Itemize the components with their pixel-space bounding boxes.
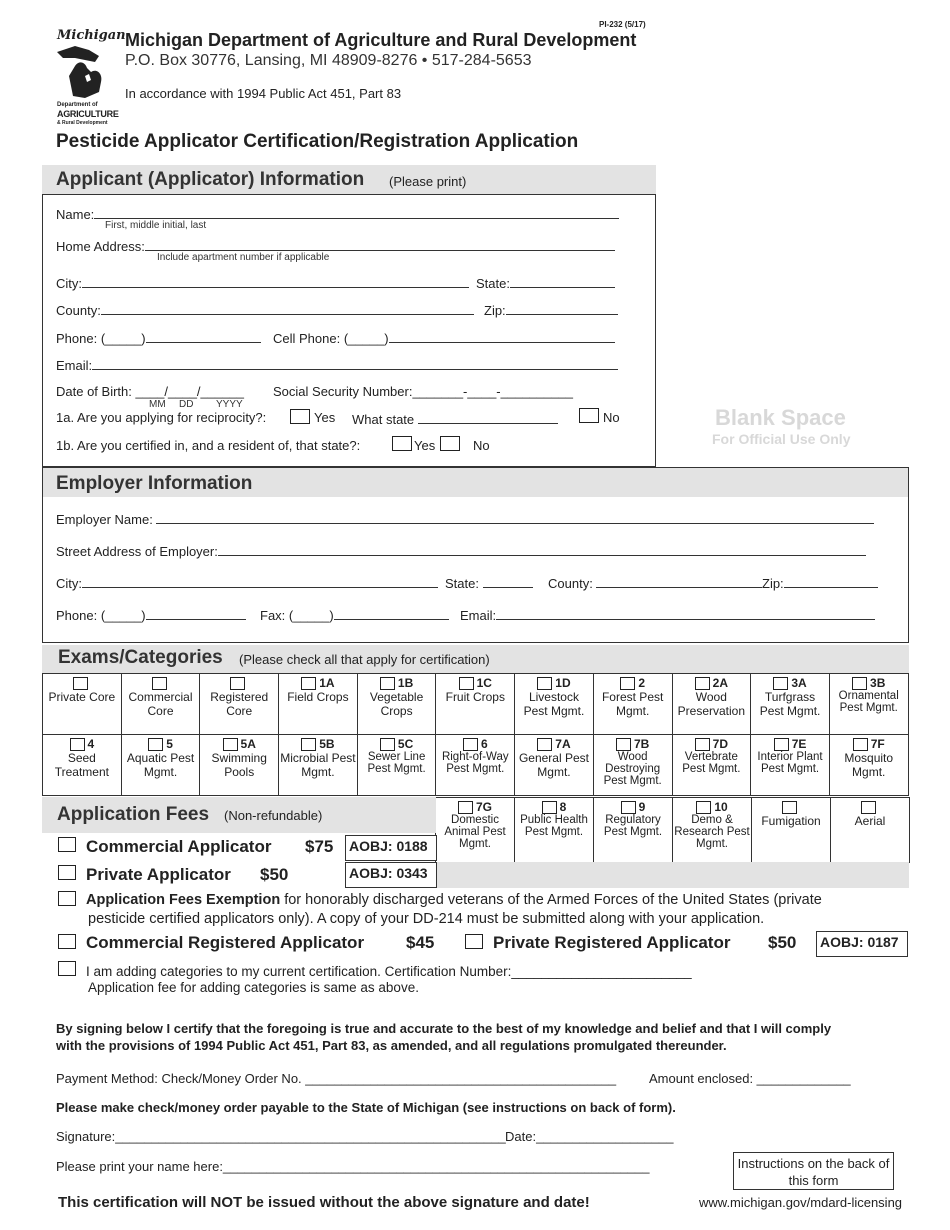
category-cell[interactable] bbox=[357, 735, 436, 796]
category-code: 3A bbox=[791, 676, 807, 690]
employer-state-field[interactable] bbox=[445, 574, 533, 591]
category-checkbox[interactable] bbox=[620, 677, 635, 690]
category-cell[interactable] bbox=[672, 674, 751, 735]
home-address-label: Home Address: bbox=[56, 239, 145, 254]
category-label: Mosquito Mgmt. bbox=[844, 751, 894, 780]
commercial-applicator-price: $75 bbox=[305, 837, 334, 856]
category-code: 1C bbox=[476, 676, 492, 690]
website-link[interactable]: www.michigan.gov/mdard-licensing bbox=[699, 1195, 903, 1210]
employer-fax-label: Fax: (_____) bbox=[260, 608, 334, 623]
fee-exemption-desc: for honorably discharged veterans of the Armed Forces of the United States (private bbox=[284, 892, 822, 908]
exams-header bbox=[42, 645, 909, 673]
cell-phone-label: Cell Phone: (_____) bbox=[273, 331, 389, 346]
name-hint: First, middle initial, last bbox=[105, 220, 207, 231]
employer-header bbox=[43, 468, 908, 497]
print-name-field[interactable]: Please print your name here:___________________________________________________________ bbox=[56, 1159, 650, 1174]
logo-state-text: Michigan bbox=[57, 28, 126, 43]
address-hint: Include apartment number if applicable bbox=[157, 252, 330, 263]
category-checkbox[interactable] bbox=[695, 677, 710, 690]
fees-band-right bbox=[436, 862, 909, 888]
category-checkbox[interactable] bbox=[861, 801, 876, 814]
category-code: 5C bbox=[397, 737, 414, 751]
adding-categories-checkbox[interactable] bbox=[58, 961, 76, 976]
category-code: 7A bbox=[555, 737, 571, 751]
employer-state-label: State: bbox=[445, 576, 479, 591]
category-label: General Pest Mgmt. bbox=[518, 751, 589, 780]
q1a-no-checkbox[interactable] bbox=[579, 408, 599, 423]
applicant-heading: Applicant (Applicator) Information bbox=[56, 169, 365, 190]
fee-exemption-text bbox=[86, 892, 822, 908]
amount-enclosed-field[interactable]: Amount enclosed: _____________ bbox=[649, 1071, 851, 1086]
signature-field[interactable]: Signature:______________________________________________________ bbox=[56, 1129, 506, 1144]
category-checkbox[interactable] bbox=[537, 677, 552, 690]
employer-zip-label: Zip: bbox=[762, 576, 784, 591]
category-label: Regulatory Pest Mgmt. bbox=[603, 814, 663, 839]
category-cell[interactable] bbox=[357, 674, 436, 735]
dob-yyyy: YYYY bbox=[216, 399, 243, 410]
category-cell[interactable] bbox=[43, 674, 122, 735]
category-label: Public Health Pest Mgmt. bbox=[520, 814, 588, 839]
employer-city-label: City: bbox=[56, 576, 82, 591]
category-cell[interactable] bbox=[752, 798, 831, 863]
category-label: Microbial Pest Mgmt. bbox=[280, 751, 356, 780]
category-code: 5B bbox=[319, 737, 335, 751]
category-code: 9 bbox=[638, 800, 646, 814]
category-code: 5 bbox=[166, 737, 173, 751]
category-checkbox[interactable] bbox=[458, 801, 473, 814]
category-cell[interactable] bbox=[200, 674, 279, 735]
category-cell[interactable] bbox=[751, 674, 830, 735]
category-checkbox[interactable] bbox=[774, 738, 789, 751]
signature-warning: This certification will NOT be issued without the above signature and date! bbox=[58, 1194, 590, 1211]
category-label: Demo & Research Pest Mgmt. bbox=[674, 814, 750, 851]
exam-categories-table bbox=[42, 673, 909, 796]
category-code: 7B bbox=[633, 737, 650, 751]
what-state-field[interactable] bbox=[352, 410, 558, 427]
logo-agri-text: AGRICULTURE bbox=[57, 109, 119, 119]
exam-categories-table-row3 bbox=[435, 797, 910, 863]
fee-exemption-bold: Application Fees Exemption bbox=[86, 892, 281, 908]
employer-fax-field[interactable] bbox=[260, 606, 449, 623]
category-cell[interactable] bbox=[436, 735, 515, 796]
category-code: 10 bbox=[714, 800, 728, 814]
category-label: Ornamental Pest Mgmt. bbox=[838, 690, 899, 715]
home-address-field[interactable] bbox=[56, 237, 615, 254]
category-label: Field Crops bbox=[287, 690, 349, 705]
category-cell[interactable] bbox=[436, 674, 515, 735]
category-cell[interactable] bbox=[593, 674, 672, 735]
category-checkbox[interactable] bbox=[230, 677, 245, 690]
category-label: Private Core bbox=[48, 690, 116, 705]
state-label: State: bbox=[476, 276, 510, 291]
category-checkbox[interactable] bbox=[380, 677, 395, 690]
category-cell[interactable] bbox=[200, 735, 279, 796]
adding-categories-note: Application fee for adding categories is same as above. bbox=[88, 980, 419, 995]
fee-exemption-desc2: pesticide certified applicators only). A copy of your DD-214 must be submitted along with your application. bbox=[88, 911, 765, 927]
employer-name-field[interactable] bbox=[56, 510, 874, 527]
name-label: Name: bbox=[56, 207, 95, 222]
category-label: Fruit Crops bbox=[445, 690, 505, 705]
category-checkbox[interactable] bbox=[852, 677, 867, 690]
category-checkbox[interactable] bbox=[73, 677, 88, 690]
payable-note: Please make check/money order payable to the State of Michigan (see instructions on back of form). bbox=[56, 1100, 676, 1115]
category-code: 5A bbox=[240, 737, 256, 751]
q1a-yes-checkbox[interactable] bbox=[290, 409, 310, 424]
category-label: Swimming Pools bbox=[211, 751, 267, 780]
category-cell[interactable] bbox=[43, 735, 122, 796]
city-label: City: bbox=[56, 276, 82, 291]
employer-zip-field[interactable] bbox=[762, 574, 878, 591]
fees-header bbox=[42, 797, 436, 833]
exams-heading: Exams/Categories bbox=[58, 647, 223, 668]
category-label: Right-of-Way Pest Mgmt. bbox=[441, 751, 509, 776]
employer-city-field[interactable] bbox=[56, 574, 438, 591]
private-registered-price: $50 bbox=[768, 933, 797, 952]
category-code: 1B bbox=[397, 676, 414, 690]
certify-statement-2: with the provisions of 1994 Public Act 451, Part 83, as amended, and all regulations promulgated thereunder. bbox=[56, 1038, 727, 1053]
category-cell[interactable] bbox=[121, 735, 200, 796]
category-checkbox[interactable] bbox=[380, 738, 395, 751]
applicant-header bbox=[42, 165, 656, 194]
category-cell[interactable] bbox=[121, 674, 200, 735]
logo-dept-text: Department of bbox=[57, 102, 98, 108]
category-cell[interactable] bbox=[515, 798, 594, 863]
dob-field[interactable]: Date of Birth: ____/____/______ bbox=[56, 384, 244, 399]
category-code: 7E bbox=[791, 737, 807, 751]
category-label: Wood Destroying Pest Mgmt. bbox=[603, 751, 662, 788]
dob-dd: DD bbox=[179, 399, 194, 410]
category-code: 7F bbox=[870, 737, 885, 751]
q1a-no-label: No bbox=[603, 410, 620, 425]
category-label: Sewer Line Pest Mgmt. bbox=[367, 751, 426, 776]
phone-label: Phone: (_____) bbox=[56, 331, 146, 346]
instructions-text: Instructions on the back of this form bbox=[737, 1156, 890, 1188]
category-code: 7G bbox=[475, 800, 492, 814]
employer-email-field[interactable] bbox=[460, 606, 875, 623]
category-checkbox[interactable] bbox=[853, 738, 868, 751]
employer-heading: Employer Information bbox=[56, 473, 253, 494]
logo bbox=[55, 28, 126, 126]
category-label: Forest Pest Mgmt. bbox=[601, 690, 664, 719]
category-checkbox[interactable] bbox=[223, 738, 238, 751]
ssn-field[interactable]: Social Security Number:_______-____-__________ bbox=[273, 384, 573, 399]
cell-phone-field[interactable] bbox=[273, 329, 615, 346]
category-code: 3B bbox=[870, 676, 886, 690]
act-reference: In accordance with 1994 Public Act 451, Part 83 bbox=[125, 86, 402, 101]
private-applicator-price: $50 bbox=[260, 865, 289, 884]
category-checkbox[interactable] bbox=[537, 738, 552, 751]
employer-email-label: Email: bbox=[460, 608, 497, 623]
michigan-map-icon bbox=[55, 42, 115, 100]
category-checkbox[interactable] bbox=[152, 677, 167, 690]
employer-name-label: Employer Name: bbox=[56, 512, 153, 527]
category-label: Interior Plant Pest Mgmt. bbox=[757, 751, 823, 776]
q1b-yes-checkbox[interactable] bbox=[392, 436, 412, 451]
instructions-box bbox=[733, 1152, 894, 1190]
date-field[interactable]: Date:___________________ bbox=[505, 1129, 674, 1144]
category-cell[interactable] bbox=[751, 735, 830, 796]
county-field[interactable] bbox=[56, 301, 474, 318]
category-checkbox[interactable] bbox=[459, 677, 474, 690]
category-label: Domestic Animal Pest Mgmt. bbox=[444, 814, 506, 851]
exams-note: (Please check all that apply for certification) bbox=[239, 652, 490, 667]
phone-field[interactable] bbox=[56, 329, 261, 346]
blank-space-title: Blank Space bbox=[715, 405, 846, 430]
category-label: Aquatic Pest Mgmt. bbox=[126, 751, 195, 780]
city-field[interactable] bbox=[56, 274, 469, 291]
commercial-aobj: AOBJ: 0188 bbox=[345, 835, 437, 861]
category-cell[interactable] bbox=[279, 735, 358, 796]
category-checkbox[interactable] bbox=[301, 677, 316, 690]
fees-note: (Non-refundable) bbox=[224, 808, 323, 823]
logo-rural-text: & Rural Development bbox=[57, 120, 108, 126]
private-registered-checkbox[interactable] bbox=[465, 934, 483, 949]
county-label: County: bbox=[56, 303, 101, 318]
certify-statement: By signing below I certify that the foregoing is true and accurate to the best of my knowledge and belief and that I will comply bbox=[56, 1021, 832, 1036]
category-label: Fumigation bbox=[761, 814, 821, 829]
category-checkbox[interactable] bbox=[782, 801, 797, 814]
commercial-applicator-checkbox[interactable] bbox=[58, 837, 76, 852]
registered-aobj: AOBJ: 0187 bbox=[816, 931, 908, 957]
category-code: 8 bbox=[559, 800, 567, 814]
category-cell[interactable] bbox=[594, 798, 673, 863]
employer-street-label: Street Address of Employer: bbox=[56, 544, 218, 559]
page-title: Pesticide Applicator Certification/Registration Application bbox=[56, 131, 579, 152]
state-field[interactable] bbox=[476, 274, 615, 291]
private-applicator-checkbox[interactable] bbox=[58, 865, 76, 880]
category-checkbox[interactable] bbox=[463, 738, 478, 751]
category-cell[interactable] bbox=[673, 798, 752, 863]
q1b-no-label: No bbox=[473, 438, 490, 453]
commercial-registered-checkbox[interactable] bbox=[58, 934, 76, 949]
commercial-registered-label: Commercial Registered Applicator bbox=[86, 933, 365, 952]
category-code: 4 bbox=[87, 737, 95, 751]
category-checkbox[interactable] bbox=[301, 738, 316, 751]
commercial-applicator-label: Commercial Applicator bbox=[86, 837, 272, 856]
category-label: Vertebrate Pest Mgmt. bbox=[682, 751, 741, 776]
q1a-label: 1a. Are you applying for reciprocity?: bbox=[56, 410, 267, 425]
private-registered-label: Private Registered Applicator bbox=[493, 933, 731, 952]
category-checkbox[interactable] bbox=[773, 677, 788, 690]
category-cell[interactable] bbox=[279, 674, 358, 735]
q1a-yes-label: Yes bbox=[314, 410, 336, 425]
form-code: PI-232 (5/17) bbox=[599, 20, 646, 29]
adding-categories-text[interactable]: I am adding categories to my current certification. Certification Number:________________________ bbox=[86, 964, 692, 979]
category-cell[interactable] bbox=[436, 798, 515, 863]
applicant-heading-note: (Please print) bbox=[389, 174, 467, 189]
employer-phone-field[interactable] bbox=[56, 606, 246, 623]
agency-address: P.O. Box 30776, Lansing, MI 48909-8276 • 517-284-5653 bbox=[125, 52, 532, 69]
q1b-label: 1b. Are you certified in, and a resident of, that state?: bbox=[56, 438, 361, 453]
payment-method-field[interactable]: Payment Method: Check/Money Order No. ___________________________________________ bbox=[56, 1071, 617, 1086]
category-code: 7D bbox=[712, 737, 729, 751]
category-checkbox[interactable] bbox=[70, 738, 85, 751]
private-applicator-label: Private Applicator bbox=[86, 865, 231, 884]
fees-heading: Application Fees bbox=[57, 804, 210, 825]
category-checkbox[interactable] bbox=[542, 801, 557, 814]
commercial-registered-price: $45 bbox=[406, 933, 435, 952]
category-code: 6 bbox=[480, 737, 488, 751]
zip-field[interactable] bbox=[484, 301, 618, 318]
category-label: Seed Treatment bbox=[54, 751, 109, 780]
category-label: Aerial bbox=[854, 814, 886, 829]
category-label: Turfgrass Pest Mgmt. bbox=[759, 690, 821, 719]
employer-county-field[interactable] bbox=[548, 574, 762, 591]
category-checkbox[interactable] bbox=[621, 801, 636, 814]
category-code: 2 bbox=[638, 676, 645, 690]
category-label: Commercial Core bbox=[128, 690, 193, 719]
category-cell[interactable] bbox=[829, 674, 908, 735]
employer-county-label: County: bbox=[548, 576, 593, 591]
q1b-no-checkbox[interactable] bbox=[440, 436, 460, 451]
agency-name: Michigan Department of Agriculture and Rural Development bbox=[125, 30, 637, 50]
category-label: Vegetable Crops bbox=[369, 690, 424, 719]
dob-mm: MM bbox=[149, 399, 166, 410]
fee-exemption-checkbox[interactable] bbox=[58, 891, 76, 906]
category-label: Wood Preservation bbox=[677, 690, 746, 719]
employer-phone-label: Phone: (_____) bbox=[56, 608, 146, 623]
email-field[interactable] bbox=[56, 356, 618, 373]
employer-street-field[interactable] bbox=[56, 542, 866, 559]
category-cell[interactable] bbox=[829, 735, 908, 796]
category-cell[interactable] bbox=[593, 735, 672, 796]
category-label: Registered Core bbox=[210, 690, 269, 719]
what-state-label: What state bbox=[352, 412, 415, 427]
category-checkbox[interactable] bbox=[148, 738, 163, 751]
email-label: Email: bbox=[56, 358, 93, 373]
category-checkbox[interactable] bbox=[696, 801, 711, 814]
category-checkbox[interactable] bbox=[695, 738, 710, 751]
category-cell[interactable] bbox=[672, 735, 751, 796]
q1a-row bbox=[56, 410, 266, 425]
blank-space-subtitle: For Official Use Only bbox=[712, 431, 851, 447]
category-cell[interactable] bbox=[831, 798, 910, 863]
category-code: 1D bbox=[555, 676, 571, 690]
q1b-yes-label: Yes bbox=[414, 438, 436, 453]
category-code: 1A bbox=[319, 676, 335, 690]
private-aobj: AOBJ: 0343 bbox=[345, 862, 437, 888]
category-cell[interactable] bbox=[515, 735, 594, 796]
category-checkbox[interactable] bbox=[616, 738, 631, 751]
zip-label: Zip: bbox=[484, 303, 506, 318]
category-code: 2A bbox=[712, 676, 729, 690]
category-label: Livestock Pest Mgmt. bbox=[523, 690, 585, 719]
category-cell[interactable] bbox=[515, 674, 594, 735]
